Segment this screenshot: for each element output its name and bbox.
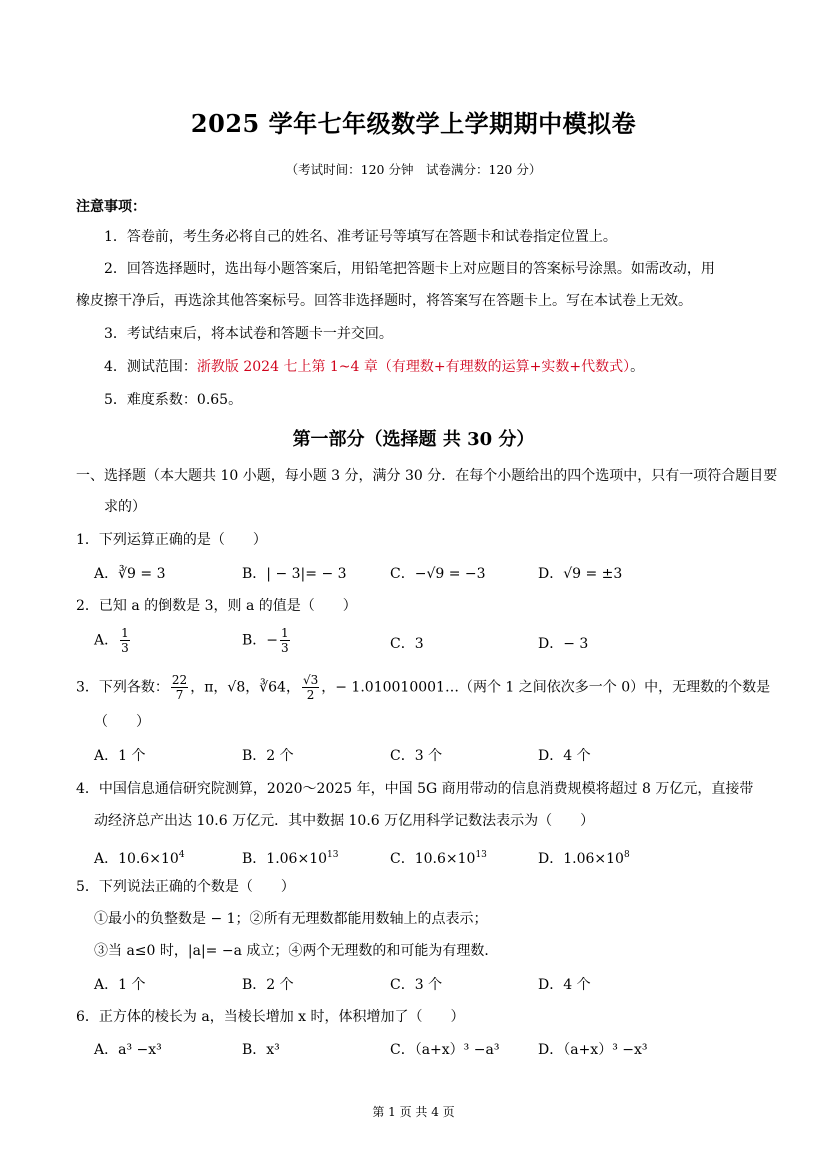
notice-item-2-line-1: 2．回答选择题时，选出每小题答案后，用铅笔把答题卡上对应题目的答案标号涂黑。如需改动，用: [104, 261, 715, 277]
notice-item-3: 3．考试结束后，将本试卷和答题卡一并交回。: [104, 326, 393, 342]
question-3-stem: [76, 673, 770, 702]
question-2-stem: 2．已知 a 的倒数是 3，则 a 的值是（ ）: [76, 598, 357, 614]
question-5-statements-1: ①最小的负整数是 − 1；②所有无理数都能用数轴上的点表示；: [94, 911, 488, 927]
question-5-option-c: C．3 个: [390, 977, 443, 993]
question-4-option-c: [390, 845, 487, 869]
question-3-option-c: C．3 个: [390, 748, 443, 764]
fraction-denominator: 7: [175, 688, 184, 702]
question-2-option-a: [94, 626, 132, 655]
question-1-stem: 1．下列运算正确的是（ ）: [76, 532, 267, 548]
question-4-option-b-exponent: 13: [327, 850, 339, 860]
question-5-option-d: D．4 个: [538, 977, 591, 993]
question-4-option-c-base: C．10.6×10: [390, 851, 476, 867]
question-2-option-a-label: A．: [94, 632, 119, 649]
question-5-stem: 5．下列说法正确的个数是（ ）: [76, 879, 295, 895]
question-3-middle: ，π，√8，∛64，: [190, 679, 300, 696]
question-6-option-d: D．（a+x）³ −x³: [538, 1042, 648, 1058]
question-3-prefix: 3．下列各数：: [76, 679, 169, 696]
question-1-option-d: D．√9 = ±3: [538, 566, 623, 582]
question-6-option-b: B．x³: [242, 1042, 280, 1058]
question-4-option-a-base: A．10.6×10: [94, 851, 179, 867]
question-1-option-b: B．| − 3|= − 3: [242, 566, 347, 582]
fraction-denominator: 2: [306, 688, 315, 702]
question-2-option-c: C．3: [390, 636, 424, 652]
question-4-option-d: [538, 845, 630, 869]
question-6-option-c: C．（a+x）³ −a³: [390, 1042, 500, 1058]
notice-item-4: [104, 357, 644, 377]
question-3-option-d: D．4 个: [538, 748, 591, 764]
notice-heading: 注意事项：: [76, 199, 146, 215]
part-1-title: 第一部分（选择题 共 30 分）: [292, 429, 535, 450]
question-4-option-d-base: D．1.06×10: [538, 851, 624, 867]
question-4-option-a-exponent: 4: [178, 850, 185, 860]
question-4-option-b-base: B．1.06×10: [242, 851, 328, 867]
notice-item-2-line-2: 橡皮擦干净后，再选涂其他答案标号。回答非选择题时，将答案写在答题卡上。写在本试卷上无效。: [76, 293, 692, 309]
question-5-option-a: A．1 个: [94, 977, 146, 993]
question-4-option-c-exponent: 13: [475, 850, 487, 860]
notice-item-4-prefix: 4．测试范围：: [104, 359, 197, 375]
question-5-option-b: B．2 个: [242, 977, 294, 993]
question-6-option-a: A．a³ −x³: [94, 1042, 162, 1058]
test-range: 浙教版 2024 七上第 1~4 章（有理数+有理数的运算+实数+代数式）: [196, 359, 631, 375]
exam-title: 2025 学年七年级数学上学期期中模拟卷: [190, 109, 637, 138]
question-2-option-b: [242, 626, 292, 655]
notice-item-1: 1．答卷前，考生务必将自己的姓名、准考证号等填写在答题卡和试卷指定位置上。: [104, 229, 617, 245]
question-4-line-2: 动经济总产出达 10.6 万亿元．其中数据 10.6 万亿用科学记数法表示为（ ）: [94, 813, 595, 829]
question-4-option-a: [94, 845, 185, 869]
fraction-numerator: √3: [302, 673, 319, 687]
fraction: [280, 626, 290, 655]
fraction-denominator: 3: [121, 641, 129, 655]
page-footer: 第 1 页 共 4 页: [372, 1105, 455, 1119]
notice-item-5: 5．难度系数：0.65。: [104, 392, 243, 408]
question-3-answer-blank: （ ）: [94, 714, 150, 730]
question-1-option-c: C．−√9 = −3: [390, 566, 486, 582]
question-3-option-a: A．1 个: [94, 748, 146, 764]
question-3-option-b: B．2 个: [242, 748, 294, 764]
fraction: [171, 673, 188, 702]
question-6-stem: 6．正方体的棱长为 a，当棱长增加 x 时，体积增加了（ ）: [76, 1009, 465, 1025]
question-4-line-1: 4．中国信息通信研究院测算，2020～2025 年，中国 5G 商用带动的信息消费规模将超过 8 万亿元，直接带: [76, 781, 754, 797]
fraction-numerator: 1: [121, 626, 129, 640]
fraction-numerator: 22: [171, 673, 188, 687]
question-4-option-d-exponent: 8: [623, 850, 630, 860]
question-3-rest: ，− 1.010010001…（两个 1 之间依次多一个 0）中，无理数的个数是: [321, 679, 771, 696]
fraction-numerator: 1: [281, 626, 289, 640]
question-1-option-a: A．∛9 = 3: [94, 566, 166, 582]
section-1-line-1: 一、选择题（本大题共 10 小题，每小题 3 分，满分 30 分．在每个小题给出的四个选项中，只有一项符合题目要: [76, 468, 778, 484]
question-5-statements-2: ③当 a≤0 时，|a|= −a 成立；④两个无理数的和可能为有理数．: [94, 943, 499, 959]
fraction-denominator: 3: [281, 641, 289, 655]
exam-subtitle: （考试时间：120 分钟 试卷满分：120 分）: [285, 162, 542, 177]
section-1-line-2: 求的）: [104, 499, 146, 515]
notice-item-4-suffix: 。: [630, 359, 645, 375]
question-2-option-b-label: B．−: [242, 632, 279, 649]
fraction: [302, 673, 319, 702]
fraction: [120, 626, 130, 655]
question-4-option-b: [242, 845, 338, 869]
question-2-option-d: D．− 3: [538, 636, 589, 652]
